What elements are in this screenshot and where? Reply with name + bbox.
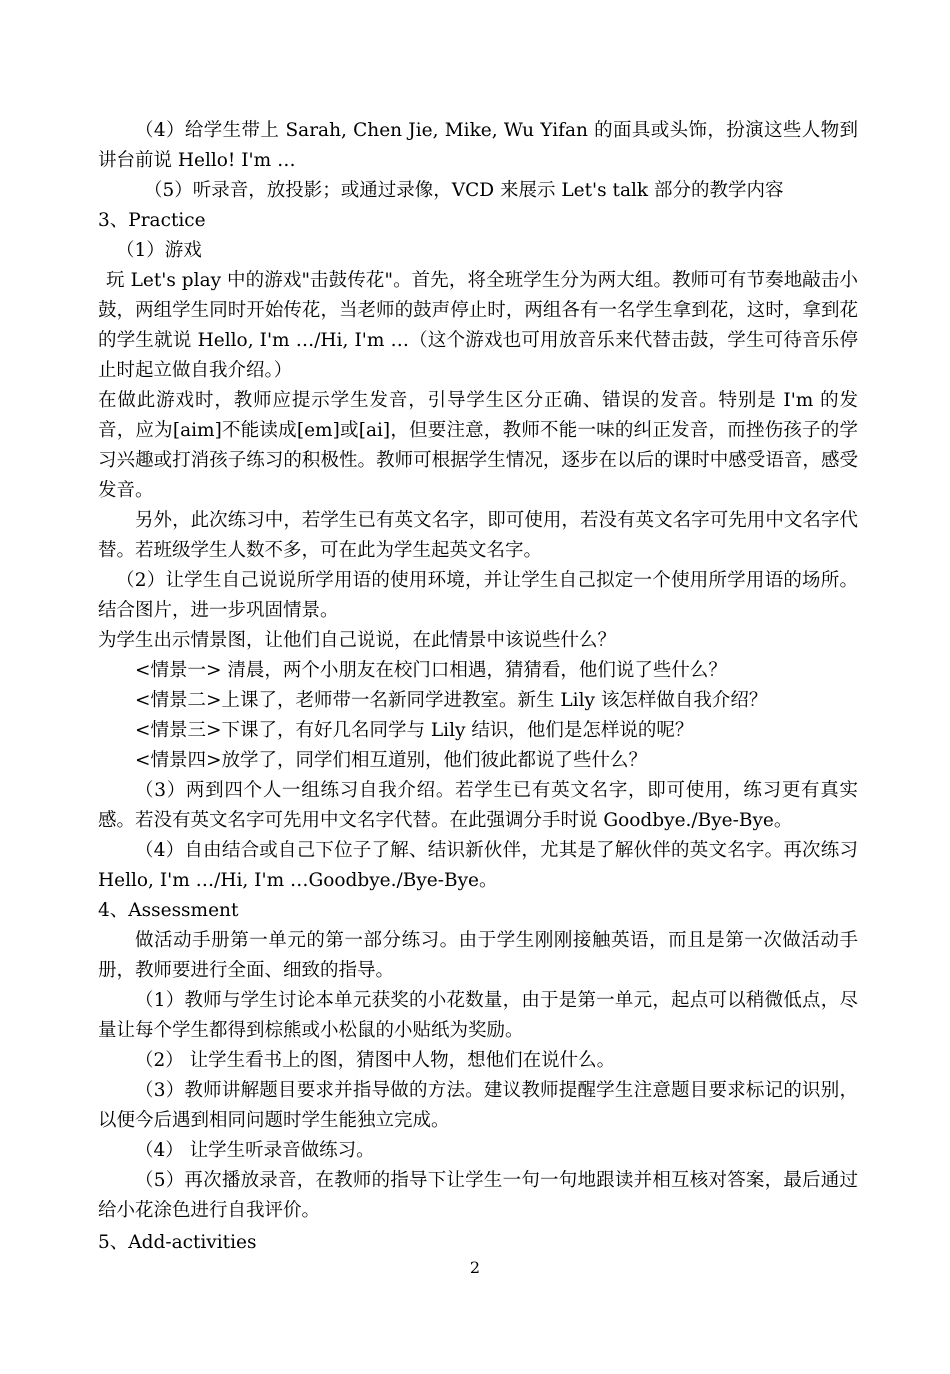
paragraph: <情景二>上课了，老师带一名新同学进教室。新生 Lily 该怎样做自我介绍？ — [135, 690, 768, 711]
paragraph: 3、Practice — [98, 210, 206, 231]
paragraph: （3）两到四个人一组练习自我介绍。若学生已有英文名字，即可使用，练习更有真实感。若没有英文名字可先用中文名字代替。在此强调分手时说 Goodbye./Bye-Bye。 — [98, 780, 858, 831]
paragraph: 5、Add-activities — [98, 1232, 257, 1253]
paragraph: <情景四>放学了，同学们相互道别，他们彼此都说了些什么？ — [135, 750, 648, 771]
paragraph: <情景一> 清晨，两个小朋友在校门口相遇，猜猜看，他们说了些什么？ — [135, 660, 727, 681]
paragraph: （2） 让学生看书上的图，猜图中人物，想他们在说什么。 — [135, 1050, 616, 1071]
paragraph: 在做此游戏时，教师应提示学生发音，引导学生区分正确、错误的发音。特别是 I'm 的发音，应为[aim]不能读成[em]或[ai]，但要注意，教师不能一味的纠正发音，而挫伤孩子的学习兴趣或打消孩子练习的积极性。教师可根据学生情况，逐步在以后的课时中感受语音，感受发音。 — [98, 390, 858, 501]
paragraph: 为学生出示情景图，让他们自己说说，在此情景中该说些什么？ — [98, 630, 617, 651]
paragraph: （2）让学生自己说说所学用语的使用环境，并让学生自己拟定一个使用所学用语的场所。结合图片，进一步巩固情景。 — [98, 570, 858, 621]
paragraph: 做活动手册第一单元的第一部分练习。由于学生刚刚接触英语，而且是第一次做活动手册，教师要进行全面、细致的指导。 — [98, 930, 858, 981]
paragraph: 4、Assessment — [98, 900, 239, 921]
document-body — [98, 116, 858, 1258]
paragraph: （4）给学生带上 Sarah, Chen Jie, Mike, Wu Yifan 的面具或头饰，扮演这些人物到讲台前说 Hello! I'm … — [98, 120, 858, 171]
paragraph: （1）游戏 — [116, 240, 202, 261]
paragraph: （5）听录音，放投影；或通过录像，VCD 来展示 Let's talk 部分的教学内容 — [144, 180, 784, 201]
page-number: 2 — [469, 1258, 481, 1277]
paragraph: 玩 Let's play 中的游戏"击鼓传花"。首先，将全班学生分为两大组。教师可有节奏地敲击小鼓，两组学生同时开始传花，当老师的鼓声停止时，两组各有一名学生拿到花，这时，拿到花的学生就说 Hello, I'm …/Hi, I'm …（这个游戏也可用放音乐来代替击鼓，学生可待音乐停止时起立做自我介绍。） — [98, 270, 858, 381]
paragraph: <情景三>下课了，有好几名同学与 Lily 结识，他们是怎样说的呢？ — [135, 720, 694, 741]
paragraph: （4）自由结合或自己下位子了解、结识新伙伴，尤其是了解伙伴的英文名字。再次练习 Hello, I'm …/Hi, I'm …Goodbye./Bye-Bye。 — [98, 840, 858, 891]
paragraph: （5）再次播放录音，在教师的指导下让学生一句一句地跟读并相互核对答案，最后通过给小花涂色进行自我评价。 — [98, 1170, 858, 1221]
paragraph: （4） 让学生听录音做练习。 — [135, 1140, 375, 1161]
paragraph: （3）教师讲解题目要求并指导做的方法。建议教师提醒学生注意题目要求标记的识别，以便今后遇到相同问题时学生能独立完成。 — [98, 1080, 858, 1131]
paragraph: （1）教师与学生讨论本单元获奖的小花数量，由于是第一单元，起点可以稍微低点，尽量让每个学生都得到棕熊或小松鼠的小贴纸为奖励。 — [98, 990, 858, 1041]
paragraph: 另外，此次练习中，若学生已有英文名字，即可使用，若没有英文名字可先用中文名字代替。若班级学生人数不多，可在此为学生起英文名字。 — [98, 510, 858, 561]
